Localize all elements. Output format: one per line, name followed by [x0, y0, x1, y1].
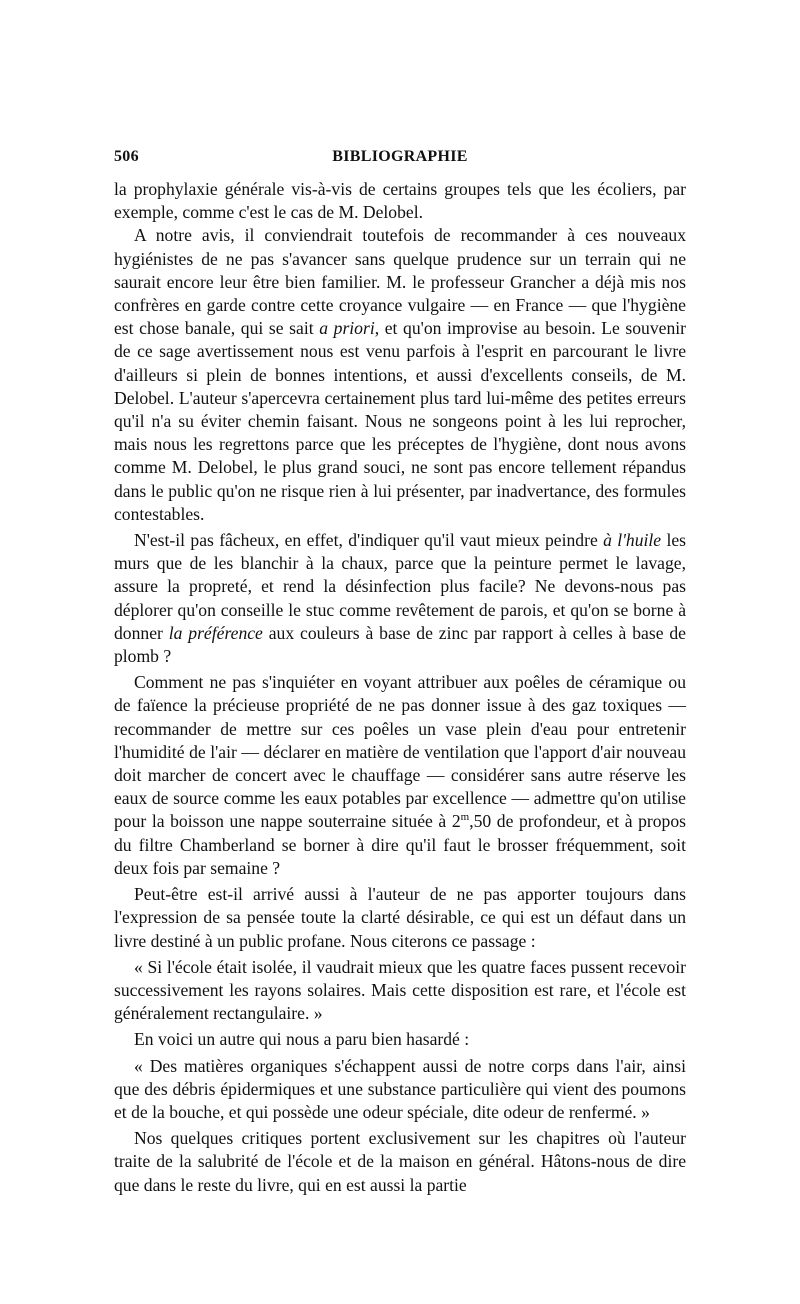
paragraph-clarity-critique: Peut-être est-il arrivé aussi à l'auteur de ne pas apporter toujours dans l'expression de sa pensée toute la clarté désirable, ce qui est un défaut dans un livre destiné à un public profane. Nous citerons ce passage :	[114, 884, 686, 951]
paragraph-paint-critique: N'est-il pas fâcheux, en effet, d'indiquer qu'il vaut mieux peindre à l'huile les murs que de les blanchir à la chaux, parce que la peinture permet le lavage, assure la propreté, et rend la désinfection plus facile? Ne devons-nous pas déplorer qu'on conseille le stuc comme revêtement de parois, et qu'on se borne à donner la préférence aux couleurs à base de zinc par rapport à celles à base de plomb ?	[114, 530, 686, 667]
paragraph-another-quote-intro: En voici un autre qui nous a paru bien hasardé :	[134, 1029, 470, 1050]
paragraph-continuation: la prophylaxie générale vis-à-vis de certains groupes tels que les écoliers, par exemple, comme c'est le cas de M. Delobel.	[114, 179, 686, 223]
paragraph-stoves-critique: Comment ne pas s'inquiéter en voyant attribuer aux poêles de céramique ou de faïence la précieuse propriété de ne pas donner issue à des gaz toxiques — recommander de mettre sur ces poêles un vase plein d'eau pour entretenir l'humidité de l'air — déclarer en matière de ventilation que l'apport d'air nouveau doit marcher de concert avec le chauffage — considérer sans autre réserve les eaux de source comme les eaux potables par excellence — admettre qu'on utilise pour la boisson une nappe souterraine située à 2$^m$,50 de profondeur, et à propos du filtre Chamberland se borner à dire qu'il faut le brosser fréquemment, soit deux fois par semaine ?	[114, 672, 686, 878]
paragraph-conclusion: Nos quelques critiques portent exclusivement sur les chapitres où l'auteur traite de la salubrité de l'école et de la maison en général. Hâtons-nous de dire que dans le reste du livre, qui en est aussi la partie	[114, 1128, 686, 1195]
paragraph-grancher-warning: A notre avis, il conviendrait toutefois de recommander à ces nouveaux hygiénistes de ne pas s'avancer sans quelque prudence sur un terrain qui ne saurait encore leur être bien familier. M. le professeur Grancher a déjà mis nos confrères en garde contre cette croyance vulgaire — en France — que l'hygiène est chose banale, qui se sait a priori, et qu'on improvise au besoin. Le souvenir de ce sage avertissement nous est venu parfois à l'esprit en parcourant le livre d'ailleurs si plein de bonnes intentions, et aussi d'excellents conseils, de M. Delobel. L'auteur s'apercevra certainement plus tard lui-même des petites erreurs qu'il n'a su éviter chemin faisant. Nous ne songeons point à les lui reprocher, mais nous les regrettons parce que les préceptes de l'hygiène, dont nous avons comme M. Delobel, le plus grand souci, ne sont pas encore tellement répandus dans le public qu'on ne risque rien à lui présenter, par inadvertance, des formules contestables.	[114, 225, 686, 524]
body-text	[114, 178, 686, 1197]
running-title: BIBLIOGRAPHIE	[332, 148, 468, 165]
running-head	[114, 148, 686, 170]
page-number: 506	[114, 148, 139, 165]
quote-school-orientation: « Si l'école était isolée, il vaudrait mieux que les quatre faces pussent recevoir successivement les rayons solaires. Mais cette disposition est rare, et l'école est généralement rectangulaire. »	[114, 956, 686, 1024]
quote-organic-matter: « Des matières organiques s'échappent aussi de notre corps dans l'air, ainsi que des débris épidermiques et une substance particulière qui vient des poumons et de la bouche, et qui possède une odeur spéciale, dite odeur de renfermé. »	[114, 1055, 686, 1122]
